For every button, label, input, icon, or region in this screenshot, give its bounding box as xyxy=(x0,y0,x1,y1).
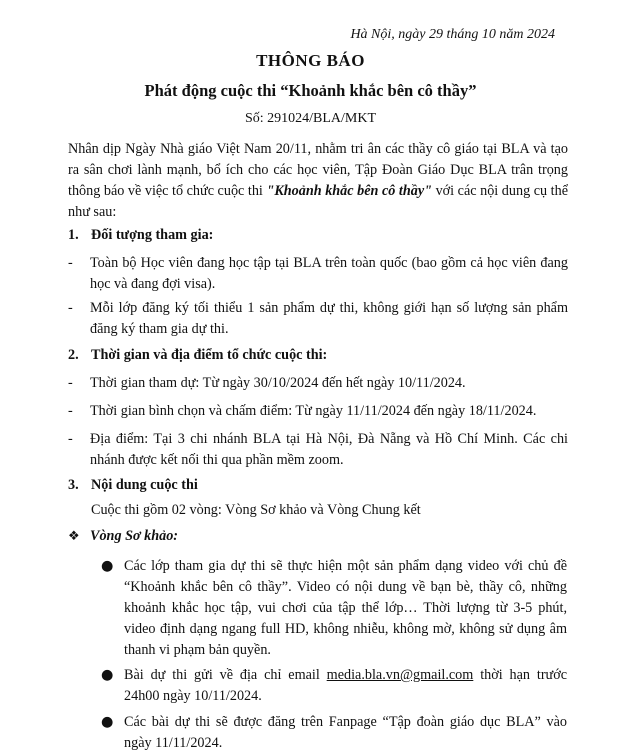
intro-text-2: với các nội dung cụ thể như sau: xyxy=(68,183,568,220)
section-2-item-1-text: Thời gian tham dự: Từ ngày 30/10/2024 đến hết ngày 10/11/2024. xyxy=(90,375,466,391)
document-title: THÔNG BÁO xyxy=(256,51,365,70)
bullet-icon: ● xyxy=(101,667,114,683)
round-bullet-1 xyxy=(101,556,567,661)
section-1-item-2 xyxy=(68,298,568,340)
section-1-title: Đối tượng tham gia: xyxy=(91,227,214,243)
section-3-title: Nội dung cuộc thi xyxy=(91,477,198,493)
dash-marker: - xyxy=(68,375,73,391)
round-bullet-1-text: Các lớp tham gia dự thi sẽ thực hiện một sản phẩm dạng video với chủ đề “Khoảnh khắc bên cô thầy”. Video có nội dung về bạn bè, thầy cô, những khoảnh khắc học tập, vui chơi của tập thể lớp… Thời lượng từ 3-5 phút, video định dạng ngang full HD, không nhiễu, không mờ, không sử dụng âm thanh vi phạm bản quyền. xyxy=(124,558,567,658)
section-2-item-1 xyxy=(68,373,568,394)
round-bullet-2 xyxy=(101,665,567,707)
round-heading xyxy=(68,526,178,547)
diamond-icon: ❖ xyxy=(68,529,80,544)
section-3-heading xyxy=(68,475,198,496)
bullet-icon: ● xyxy=(101,558,114,574)
round-bullet-2-text xyxy=(124,665,567,707)
document-date: Hà Nội, ngày 29 tháng 10 năm 2024 xyxy=(350,27,555,42)
round-bullet-2-post: thời hạn trước 24h00 ngày 10/11/2024. xyxy=(124,667,568,704)
dash-marker: - xyxy=(68,431,73,447)
email-link[interactable]: media.bla.vn@gmail.com xyxy=(326,667,474,683)
section-2-item-3 xyxy=(68,429,568,471)
round-bullet-3-text: Các bài dự thi sẽ được đăng trên Fanpage “Tập đoàn giáo dục BLA” vào ngày 11/11/2024. xyxy=(124,714,567,751)
dash-marker: - xyxy=(68,300,73,316)
intro-paragraph xyxy=(68,139,568,223)
section-1-item-2-text: Mỗi lớp đăng ký tối thiểu 1 sản phẩm dự thi, không giới hạn số lượng sản phẩm đăng ký tham gia dự thi. xyxy=(90,300,568,337)
section-2-number: 2. xyxy=(68,347,79,363)
section-2-title: Thời gian và địa điểm tổ chức cuộc thi: xyxy=(91,347,328,363)
section-1-item-1 xyxy=(68,253,568,295)
round-title: Vòng Sơ khảo: xyxy=(90,528,179,544)
document-number: Số: 291024/BLA/MKT xyxy=(244,111,377,126)
section-2-item-3-text: Địa điểm: Tại 3 chi nhánh BLA tại Hà Nội, Đà Nẵng và Hồ Chí Minh. Các chi nhánh được kết nối thi qua phần mềm zoom. xyxy=(90,431,568,468)
section-3-number: 3. xyxy=(68,477,79,493)
section-2-heading xyxy=(68,345,327,366)
round-bullet-3 xyxy=(101,712,567,754)
bullet-icon: ● xyxy=(101,714,114,730)
dash-marker: - xyxy=(68,403,73,419)
section-3-summary: Cuộc thi gồm 02 vòng: Vòng Sơ khảo và Vòng Chung kết xyxy=(91,502,421,518)
contest-name: "Khoảnh khắc bên cô thầy" xyxy=(266,183,432,199)
round-bullet-2-pre: Bài dự thi gửi về địa chỉ email xyxy=(124,667,320,683)
document-subtitle: Phát động cuộc thi “Khoảnh khắc bên cô thầy” xyxy=(144,81,477,100)
section-1-number: 1. xyxy=(68,227,79,243)
section-2-item-2 xyxy=(68,401,568,422)
dash-marker: - xyxy=(68,255,73,271)
section-1-item-1-text: Toàn bộ Học viên đang học tập tại BLA trên toàn quốc (bao gồm cả học viên đang học và đang đợi visa). xyxy=(90,255,568,292)
section-2-item-2-text: Thời gian bình chọn và chấm điểm: Từ ngày 11/11/2024 đến ngày 18/11/2024. xyxy=(90,403,537,419)
section-1-heading xyxy=(68,225,213,246)
intro-text-1: Nhân dịp Ngày Nhà giáo Việt Nam 20/11, nhằm tri ân các thầy cô giáo tại BLA và tạo ra sân chơi lành mạnh, bổ ích cho các học viên, Tập Đoàn Giáo Dục BLA trân trọng thông báo về việc tổ chức cuộc thi xyxy=(68,141,568,199)
